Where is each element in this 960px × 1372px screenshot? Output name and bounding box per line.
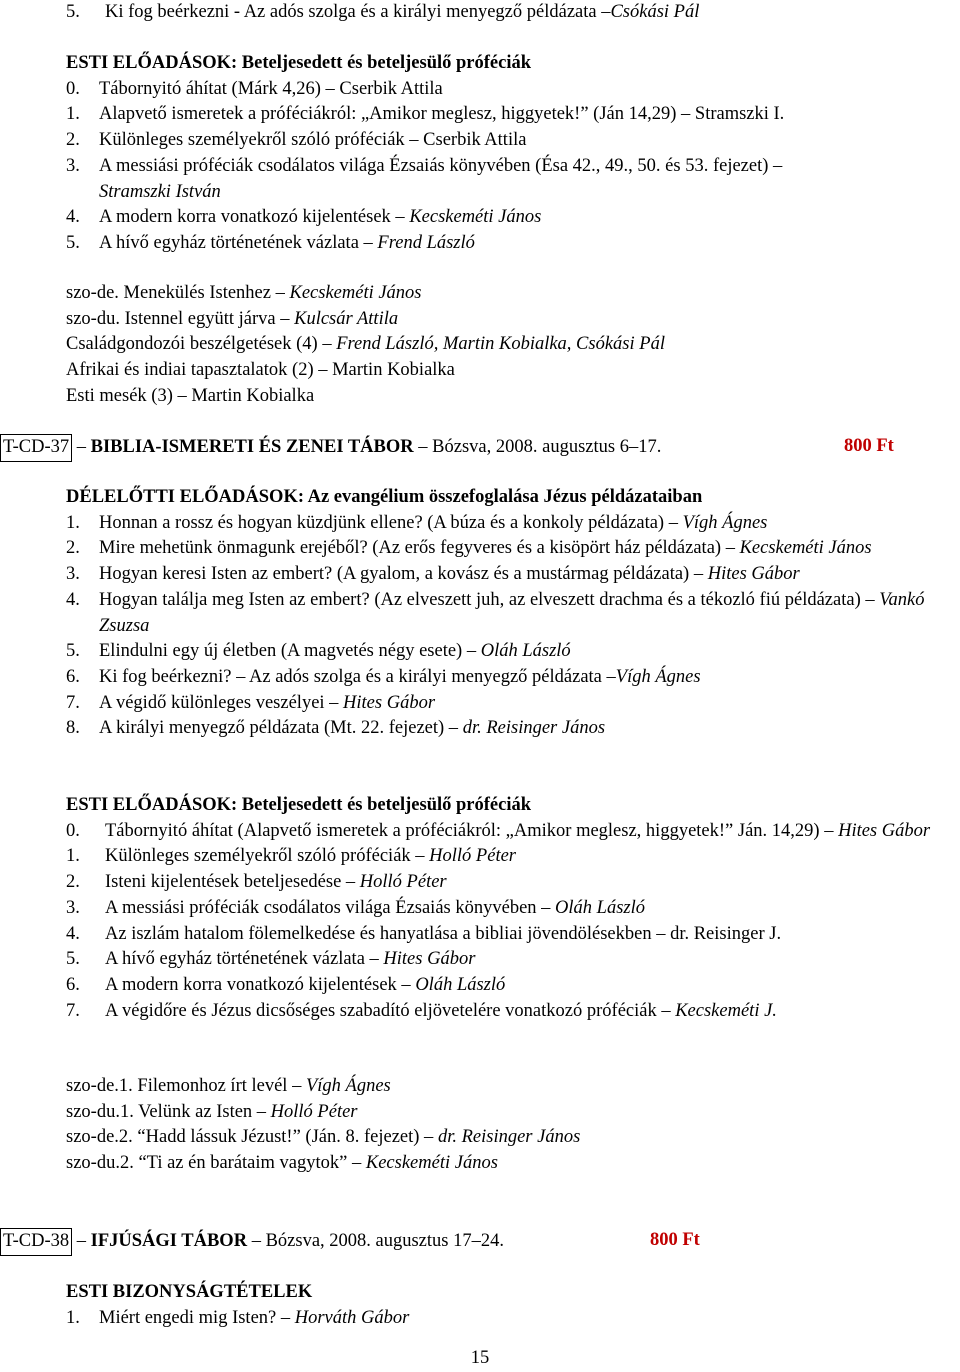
item-author: Oláh László	[480, 641, 571, 662]
item-author: dr. Reisinger János	[462, 718, 606, 739]
list-item: Esti mesék (3) – Martin Kobialka	[66, 385, 315, 406]
camp-details: Bózsva, 2008. augusztus 17–24.	[265, 1231, 504, 1251]
item-author: Holló Péter	[429, 846, 516, 867]
item-author: Stramszki István	[99, 181, 221, 202]
item-author: Frend László, Martin Kobialka, Csókási Pál	[336, 334, 665, 355]
product-code: T-CD-37	[0, 434, 72, 462]
item-author: Kecskeméti János	[739, 538, 872, 559]
item-author: Vankó Zsuzsa	[99, 589, 925, 636]
item-text: A hívő egyház történetének vázlata –	[99, 232, 373, 253]
item-text: A modern korra vonatkozó kijelentések –	[99, 207, 405, 228]
camp-details: – Bózsva, 2008. augusztus 6–17.	[418, 437, 662, 457]
item-text: A messiási próféciák csodálatos világa Ézsaiás könyvében (Ésa 42., 49., 50. és 53. fejezet) –	[99, 155, 783, 176]
item-author: Oláh László	[415, 974, 506, 995]
item-author: Vígh Ágnes	[682, 512, 768, 533]
page-number: 15	[470, 1348, 490, 1368]
list-item: szo-du.1. Velünk az Isten – Holló Péter	[66, 1101, 358, 1122]
camp-title: BIBLIA-ISMERETI ÉS ZENEI TÁBOR	[90, 437, 414, 457]
item-number: 4.	[66, 923, 80, 944]
product-code: T-CD-38	[0, 1228, 72, 1256]
top-item	[66, 0, 954, 26]
item-author: Kecskeméti János	[289, 283, 422, 303]
morning-lectures: DÉLELŐTTI ELŐADÁSOK: Az evangélium összefoglalása Jézus példázataiban 1. Honnan a rossz és hogyan küzdjünk ellene? (A búza és a konkoly példázata) – Vígh Ágnes 2. Mire mehetünk önmagunk erejéből? (Az erős fegyveres és a kisöpört ház példázata) – Kecskeméti János 3. Hogyan keresi Isten az embert? (A gyalom, a kovász és a mustármag példázata) – Hites Gábor 4. Hogyan találja meg Isten az embert? (Az elveszett juh, az elveszett drachma és a tékozló fiú példázata) – Vankó Zsuzsa 5. Elindulni egy új életben (A magvetés négy esete) – Oláh László 6. Ki fog beérkezni? – Az adós szolga és a királyi menyegző példázata –Vígh Ágnes 7. A végidő különleges veszélyei – Hites Gábor 8. A királyi menyegző példázata (Mt. 22. fejezet) – dr. Reisinger János	[66, 485, 954, 742]
item-number: 5.	[66, 232, 80, 253]
item-author: Hites Gábor	[383, 949, 476, 970]
item-author: Holló Péter	[359, 872, 447, 893]
section-heading: ESTI BIZONYSÁGTÉTELEK	[66, 1282, 313, 1302]
list-item: szo-de.1. Filemonhoz írt levél – Vígh Ágnes	[66, 1076, 391, 1096]
evening-testimonies: ESTI BIZONYSÁGTÉTELEK 1. Miért engedi mig Isten? – Horváth Gábor	[66, 1280, 954, 1331]
section-heading: DÉLELŐTTI ELŐADÁSOK: Az evangélium összefoglalása Jézus példázataiban	[66, 487, 703, 507]
saturday-sessions-2	[66, 1074, 954, 1177]
price: 800 Ft	[844, 436, 894, 456]
item-number: 7.	[66, 1000, 80, 1021]
item-number: 2.	[66, 538, 80, 559]
item-author: Kulcsár Attila	[294, 308, 399, 329]
list-item: Afrikai és indiai tapasztalatok (2) – Martin Kobialka	[66, 360, 455, 381]
item-number: 2.	[66, 872, 80, 893]
item-number: 4.	[66, 207, 80, 228]
item-author: Kecskeméti János	[409, 207, 542, 228]
evening-lectures-2: ESTI ELŐADÁSOK: Beteljesedett és beteljesülő próféciák 0. Tábornyitó áhítat (Alapvető ismeretek a próféciákról: „Amikor meglesz, higgyetek!” Ján. 14,29) – Hites Gábor 1. Különleges személyekről szóló próféciák – Holló Péter 2. Isteni kijelentések beteljesedése – Holló Péter 3. A messiási próféciák csodálatos világa Ézsaiás könyvében – Oláh László 4. Az iszlám hatalom fölemelkedése és hanyatlása a bibliai jövendölésekben – dr. Reisinger J. 5. A hívő egyház történetének vázlata – Hites Gábor 6. A modern korra vonatkozó kijelentések – Oláh László 7. A végidőre és Jézus dicsőséges szabadító eljövetelére vonatkozó próféciák – Kecskeméti J.	[66, 793, 954, 1024]
item-text: Tábornyitó áhítat (Márk 4,26) – Cserbik Attila	[99, 78, 443, 99]
item-number: 1.	[66, 104, 80, 125]
camp-header-38: T-CD-38 – IFJÚSÁGI TÁBOR – Bózsva, 2008. augusztus 17–24. 800 Ft	[0, 1228, 960, 1256]
camp-header-37: T-CD-37 – BIBLIA-ISMERETI ÉS ZENEI TÁBOR – Bózsva, 2008. augusztus 6–17. 800 Ft	[0, 434, 960, 462]
item-text: Különleges személyekről szóló próféciák – Cserbik Attila	[99, 130, 527, 151]
item-author: Csókási Pál	[610, 2, 700, 22]
item-number: 3.	[66, 564, 80, 585]
item-text: Ki fog beérkezni - Az adós szolga és a királyi menyegző példázata –	[105, 2, 611, 22]
item-number: 0.	[66, 78, 80, 99]
item-number: 6.	[66, 666, 80, 687]
item-author: Vígh Ágnes	[615, 666, 701, 687]
item-number: 8.	[66, 718, 80, 739]
item-number: 5.	[66, 641, 80, 662]
item-number: 1.	[66, 1307, 80, 1328]
saturday-sessions-1	[66, 281, 954, 410]
item-text: Alapvető ismeretek a próféciákról: „Amikor meglesz, higgyetek!” (Ján 14,29) – Stramszki I.	[99, 104, 785, 125]
item-number: 1.	[66, 846, 80, 867]
item-author: Hites Gábor	[838, 820, 931, 841]
item-number: 3.	[66, 897, 80, 918]
price: 800 Ft	[650, 1230, 700, 1250]
item-number: 5.	[66, 2, 80, 22]
item-author: Frend László	[377, 232, 475, 253]
evening-lectures-1	[66, 51, 954, 257]
item-author: Kecskeméti János	[365, 1153, 498, 1174]
camp-title: IFJÚSÁGI TÁBOR	[90, 1231, 248, 1251]
item-author: Hites Gábor	[707, 564, 800, 585]
item-number: 6.	[66, 974, 80, 995]
section-heading: ESTI ELŐADÁSOK: Beteljesedett és beteljesülő próféciák	[66, 795, 532, 815]
item-author: Holló Péter	[270, 1101, 358, 1122]
item-author: dr. Reisinger János	[437, 1127, 581, 1148]
item-author: Horváth Gábor	[294, 1307, 410, 1328]
item-number: 3.	[66, 155, 80, 176]
list-item: szo-du.2. “Ti az én barátaim vagytok” – Kecskeméti János	[66, 1153, 498, 1174]
list-item: szo-de. Menekülés Istenhez – Kecskeméti János	[66, 283, 422, 303]
item-number: 0.	[66, 820, 80, 841]
item-number: 1.	[66, 512, 80, 533]
section-heading: ESTI ELŐADÁSOK: Beteljesedett és beteljesülő próféciák	[66, 53, 532, 73]
list-item: Családgondozói beszélgetések (4) – Frend László, Martin Kobialka, Csókási Pál	[66, 334, 665, 355]
item-number: 7.	[66, 692, 80, 713]
item-author: Hites Gábor	[343, 692, 436, 713]
item-number: 5.	[66, 949, 80, 970]
list-item: szo-du. Istennel együtt járva – Kulcsár Attila	[66, 308, 399, 329]
item-author: Kecskeméti J.	[675, 1000, 777, 1021]
item-author: Oláh László	[555, 897, 645, 918]
item-author: Vígh Ágnes	[305, 1076, 391, 1096]
list-item: szo-de.2. “Hadd lássuk Jézust!” (Ján. 8. fejezet) – dr. Reisinger János	[66, 1127, 581, 1148]
item-number: 2.	[66, 130, 80, 151]
item-number: 4.	[66, 589, 80, 610]
